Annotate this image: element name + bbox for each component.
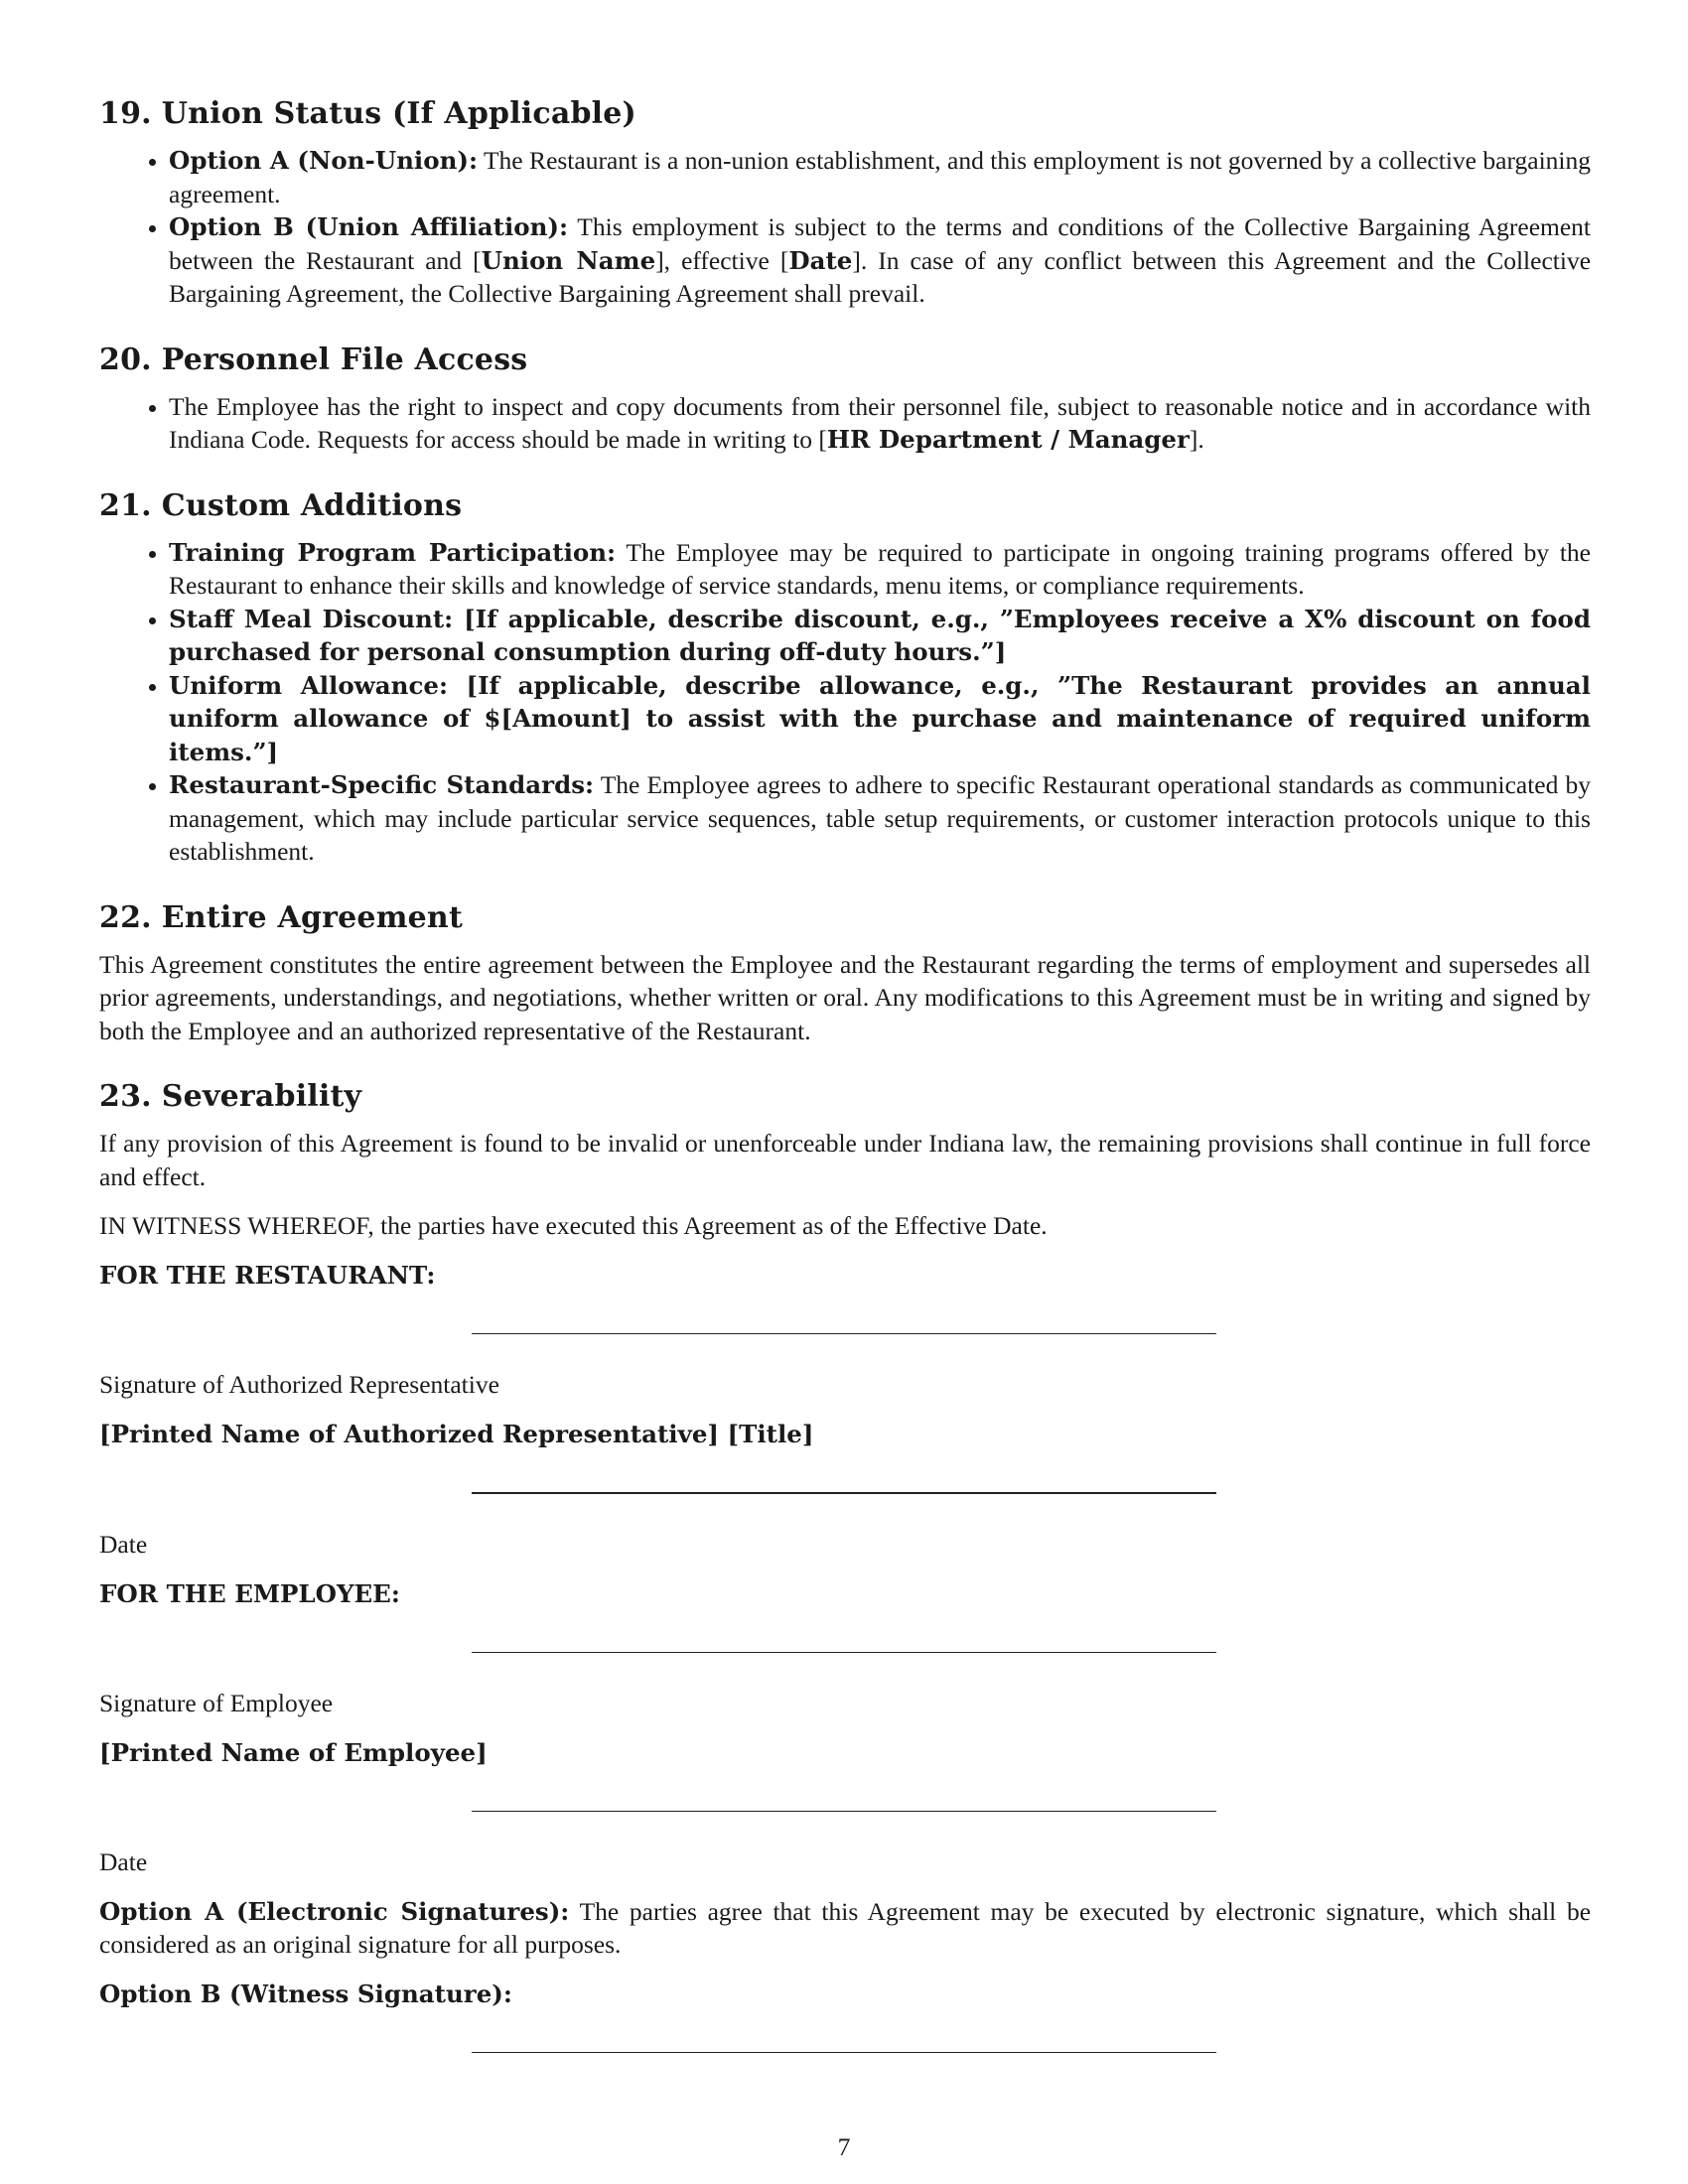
signature-label: Signature of Authorized Representative xyxy=(99,1370,499,1399)
electronic-signature-option xyxy=(99,1895,1591,1962)
employee-signature-block xyxy=(99,1610,1591,1653)
witness-statement: IN WITNESS WHEREOF, the parties have executed this Agreement as of the Effective Date. xyxy=(99,1211,1048,1240)
option-label: Option A (Electronic Signatures): xyxy=(99,1896,570,1926)
section-heading xyxy=(99,341,1591,380)
bullet-list xyxy=(99,144,1591,311)
item-text: This employment is subject to the terms and conditions of the Collective Bargaining Agreement between the Restaurant and [ xyxy=(169,212,1591,275)
section-title: Entire Agreement xyxy=(161,899,463,935)
section-number: 20. xyxy=(99,341,152,377)
employee-date-block xyxy=(99,1769,1591,1812)
date-label: Date xyxy=(99,1847,148,1876)
placeholder-union-name: Union Name xyxy=(481,245,656,275)
section-heading xyxy=(99,1077,1591,1117)
list-item xyxy=(169,536,1591,603)
item-text: [If applicable, describe allowance, e.g., ”The Restaurant provides an annual uniform allowance of $[Amount] to assist with the purchase and maintenance of required uniform items.”] xyxy=(169,670,1591,766)
item-text: The Restaurant is a non-union establishment, and this employment is not governed by a collective bargaining agreement. xyxy=(169,146,1591,208)
section-paragraph: This Agreement constitutes the entire agreement between the Employee and the Restaurant regarding the terms of employment and supersedes all prior agreements, understandings, and negotiations, whether written or oral. Any modifications to this Agreement must be in writing and signed by both the Employee and an authorized representative of the Restaurant. xyxy=(99,949,1591,1045)
item-text: The Employee may be required to participate in ongoing training programs offered by the Restaurant to enhance their skills and knowledge of service standards, menu items, or compliance requirements. xyxy=(169,537,1591,600)
printed-name-placeholder: [Printed Name of Employee] xyxy=(99,1737,488,1767)
printed-name-text: Printed Name of Employee xyxy=(110,1737,477,1767)
item-label: Restaurant-Specific Standards: xyxy=(169,770,595,799)
item-text: The Employee agrees to adhere to specific Restaurant operational standards as communicated by management, which may include particular service sequences, table setup requirements, or customer interaction protocols unique to this establishment. xyxy=(169,770,1591,866)
signature-line[interactable] xyxy=(472,2052,1216,2053)
restaurant-signature-block xyxy=(99,1292,1591,1334)
section-22 xyxy=(99,898,1591,1048)
list-item xyxy=(169,669,1591,769)
section-21 xyxy=(99,486,1591,869)
section-heading xyxy=(99,898,1591,938)
signature-line[interactable] xyxy=(472,1652,1216,1653)
section-number: 22. xyxy=(99,899,152,935)
list-item xyxy=(169,603,1591,669)
witness-signature-block xyxy=(99,2010,1591,2053)
page-number: 7 xyxy=(837,2132,851,2161)
restaurant-heading: FOR THE RESTAURANT: xyxy=(99,1260,436,1290)
item-text: ]. In case of any conflict between this Agreement and the Collective Bargaining Agreement, the Collective Bargaining Agreement shall prevail. xyxy=(169,245,1592,308)
item-label: Training Program Participation: xyxy=(169,537,617,567)
item-label: Option B (Union Affiliation): xyxy=(169,212,569,241)
placeholder-hr-contact: HR Department / Manager xyxy=(826,425,1190,454)
list-item xyxy=(169,768,1591,869)
list-item xyxy=(169,144,1591,210)
list-item xyxy=(169,210,1591,311)
section-title: Union Status (If Applicable) xyxy=(161,96,636,131)
placeholder-date: Date xyxy=(788,245,853,275)
section-heading xyxy=(99,486,1591,526)
bullet-list xyxy=(99,390,1591,457)
section-paragraph: If any provision of this Agreement is found to be invalid or unenforceable under Indiana law, the remaining provisions shall continue in full force and effect. xyxy=(99,1129,1591,1191)
witness-signature-option: Option B (Witness Signature): xyxy=(99,1979,512,2008)
section-title: Severability xyxy=(161,1079,362,1114)
bullet-list xyxy=(99,536,1591,869)
item-text: The Employee has the right to inspect and copy documents from their personnel file, subject to reasonable notice and in accordance with Indiana Code. Requests for access should be made in writing to [ xyxy=(169,391,1591,454)
item-text: ], effective [ xyxy=(655,245,789,275)
signature-label: Signature of Employee xyxy=(99,1689,334,1717)
section-19 xyxy=(99,94,1591,311)
section-heading xyxy=(99,94,1591,134)
section-number: 19. xyxy=(99,96,152,131)
item-label: Option A (Non-Union): xyxy=(169,146,479,175)
restaurant-date-block xyxy=(99,1450,1591,1494)
section-title: Personnel File Access xyxy=(161,341,528,377)
option-text: The parties agree that this Agreement may be executed by electronic signature, which shall be considered as an original signature for all purposes. xyxy=(99,1896,1592,1959)
section-20 xyxy=(99,341,1591,457)
date-line[interactable] xyxy=(472,1811,1216,1812)
section-number: 21. xyxy=(99,487,152,523)
document-content xyxy=(99,94,1591,2087)
item-label: Staff Meal Discount: xyxy=(169,604,454,633)
printed-name-placeholder: [Printed Name of Authorized Representative] [Title] xyxy=(99,1419,814,1448)
item-text: [If applicable, describe discount, e.g., ”Employees receive a X% discount on food purchased for personal consumption during off-duty hours.”] xyxy=(169,604,1591,666)
date-line[interactable] xyxy=(472,1492,1216,1494)
section-23 xyxy=(99,1077,1591,1193)
employee-heading: FOR THE EMPLOYEE: xyxy=(99,1578,400,1608)
section-number: 23. xyxy=(99,1079,152,1114)
printed-name-text: Printed Name of Authorized Representative xyxy=(110,1419,708,1448)
item-label: Uniform Allowance: xyxy=(169,670,448,700)
item-text: ]. xyxy=(1189,425,1204,454)
section-title: Custom Additions xyxy=(161,487,463,523)
date-label: Date xyxy=(99,1530,148,1559)
list-item xyxy=(169,390,1591,457)
title-text: Title xyxy=(739,1419,802,1448)
signature-line[interactable] xyxy=(472,1333,1216,1334)
